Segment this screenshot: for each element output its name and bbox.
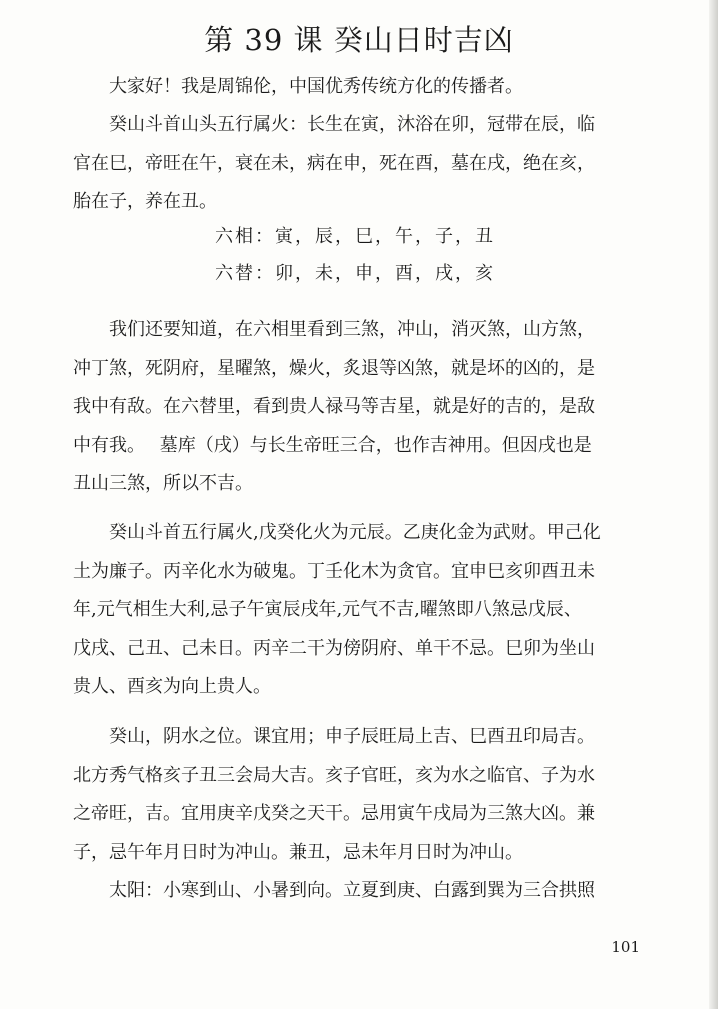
page-number: 101: [611, 938, 640, 956]
text-line: 胎在子，养在丑。: [73, 191, 217, 212]
text-line: 冲丁煞，死阴府，星曜煞，燥火，炙退等凶煞，就是坏的凶的，是: [73, 357, 595, 379]
text-line: 我们还要知道，在六相里看到三煞，冲山，消灭煞，山方煞，: [109, 319, 595, 340]
text-line: 癸山，阴水之位。课宜用；申子辰旺局上吉、巳酉丑印局吉。: [109, 726, 595, 747]
text-line: 之帝旺，吉。宜用庚辛戊癸之天干。忌用寅午戌局为三煞大凶。兼: [73, 803, 595, 824]
liuti-line: 六替：卯，未，申，酉，戌，亥: [215, 263, 495, 284]
intro-paragraph: [73, 68, 648, 107]
paragraph-sha: [73, 311, 648, 504]
paragraph-guishan: [73, 718, 648, 872]
text-line: 子，忌午年月日时为冲山。兼丑，忌未年月日时为冲山。: [73, 841, 523, 863]
text-line: 中有我。 墓库（戌）与长生帝旺三合，也作吉神用。但因戌也是: [73, 434, 592, 456]
paragraph-doushou: [73, 514, 648, 707]
text-line: 北方秀气格亥子丑三会局大吉。亥子官旺，亥为水之临官、子为水: [73, 764, 595, 786]
lesson-title: 第 39 课 癸山日时吉凶: [204, 23, 514, 57]
text-line: 癸山斗首五行属火,戊癸化火为元辰。乙庚化金为武财。甲己化: [109, 522, 601, 543]
paragraph-taiyang: [73, 872, 648, 911]
text-line: 贵人、酉亥为向上贵人。: [73, 676, 271, 697]
text-line: 戊戌、己丑、己未日。丙辛二干为傍阴府、单干不忌。巳卯为坐山: [73, 637, 595, 659]
text-line: 丑山三煞，所以不吉。: [73, 473, 253, 494]
text-line: 癸山斗首山头五行属火：长生在寅，沐浴在卯，冠带在辰，临: [109, 114, 595, 135]
liuxiang-line: 六相：寅，辰，巳，午，子，丑: [215, 226, 495, 247]
page-edge-shadow: [709, 0, 718, 1009]
text-line: 我中有敌。在六替里，看到贵人禄马等吉星，就是好的吉的，是敌: [73, 396, 595, 417]
text-line: 官在巳，帝旺在午，衰在未，病在申，死在酉，墓在戌，绝在亥，: [73, 152, 595, 174]
text-line: 大家好！我是周锦伦，中国优秀传统方化的传播者。: [109, 76, 523, 97]
text-line: 土为廉子。丙辛化水为破鬼。丁壬化木为贪官。宜申巳亥卯酉丑未: [73, 560, 595, 582]
paragraph-five-elements: [73, 106, 648, 222]
text-line: 年,元气相生大利,忌子午寅辰戌年,元气不吉,曜煞即八煞忌戊辰、: [73, 599, 582, 620]
text-line: 太阳：小寒到山、小暑到向。立夏到庚、白露到巽为三合拱照: [109, 880, 595, 901]
